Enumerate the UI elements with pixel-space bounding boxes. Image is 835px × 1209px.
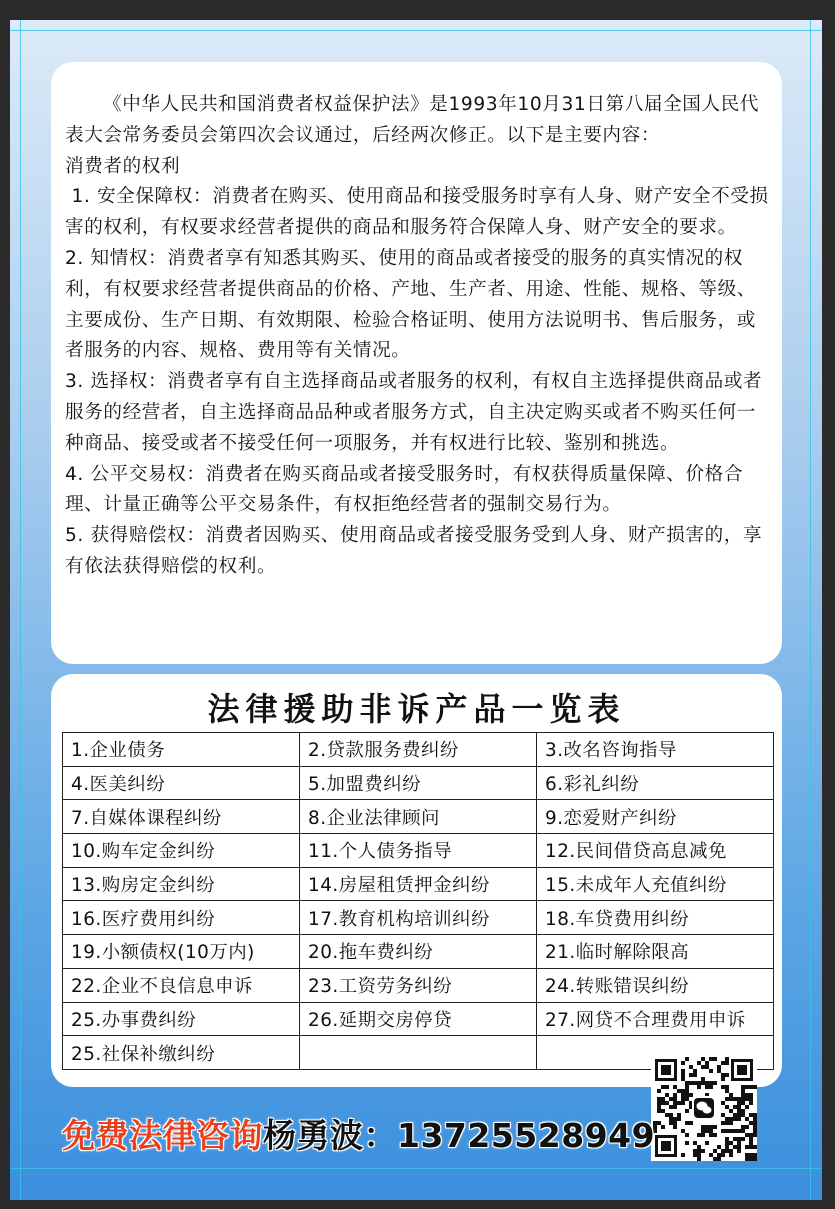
table-cell: 22.企业不良信息申诉 bbox=[63, 968, 300, 1002]
table-cell: 10.购车定金纠纷 bbox=[63, 834, 300, 868]
table-cell: 2.贷款服务费纠纷 bbox=[300, 733, 537, 767]
qr-code-image bbox=[651, 1055, 757, 1161]
table-cell: 4.医美纠纷 bbox=[63, 766, 300, 800]
free-consult-label: 免费法律咨询 bbox=[62, 1116, 263, 1155]
qr-code[interactable] bbox=[651, 1055, 757, 1161]
law-intro: 《中华人民共和国消费者权益保护法》是1993年10月31日第八届全国人民代表大会常务委员会第四次会议通过，后经两次修正。以下是主要内容： bbox=[65, 94, 760, 146]
table-cell: 13.购房定金纠纷 bbox=[63, 867, 300, 901]
table-cell: 23.工资劳务纠纷 bbox=[300, 968, 537, 1002]
table-row bbox=[63, 834, 774, 868]
table-row bbox=[63, 935, 774, 969]
table-row bbox=[63, 968, 774, 1002]
table-cell: 9.恋爱财产纠纷 bbox=[537, 800, 774, 834]
table-cell: 26.延期交房停贷 bbox=[300, 1002, 537, 1036]
right-item: 5. 获得赔偿权：消费者因购买、使用商品或者接受服务受到人身、财产损害的，享有依法获得赔偿的权利。 bbox=[65, 525, 763, 577]
table-cell: 12.民间借贷高息减免 bbox=[537, 834, 774, 868]
guide-line bbox=[20, 20, 21, 1200]
guide-line bbox=[810, 20, 811, 1200]
table-cell: 25.办事费纠纷 bbox=[63, 1002, 300, 1036]
contact-phone[interactable]: 13725528949 bbox=[397, 1116, 656, 1155]
table-cell: 1.企业债务 bbox=[63, 733, 300, 767]
table-cell: 19.小额债权(10万内) bbox=[63, 935, 300, 969]
consumer-rights-card bbox=[51, 62, 782, 664]
table-cell: 15.未成年人充值纠纷 bbox=[537, 867, 774, 901]
contact-footer bbox=[62, 1110, 655, 1154]
table-cell: 17.教育机构培训纠纷 bbox=[300, 901, 537, 935]
table-cell: 14.房屋租赁押金纠纷 bbox=[300, 867, 537, 901]
table-row bbox=[63, 901, 774, 935]
table-cell: 20.拖车费纠纷 bbox=[300, 935, 537, 969]
guide-line bbox=[10, 30, 822, 31]
product-list-title: 法律援助非诉产品一览表 bbox=[207, 690, 626, 728]
table-row bbox=[63, 1002, 774, 1036]
right-item: 2. 知情权：消费者享有知悉其购买、使用的商品或者接受的服务的真实情况的权利，有权要求经营者提供商品的价格、产地、生产者、用途、性能、规格、等级、主要成份、生产日期、有效期限、检验合格证明、使用方法说明书、售后服务，或者服务的内容、规格、费用等有关情况。 bbox=[65, 247, 756, 362]
table-cell: 24.转账错误纠纷 bbox=[537, 968, 774, 1002]
table-cell: 7.自媒体课程纠纷 bbox=[63, 800, 300, 834]
right-item: 1. 安全保障权：消费者在购买、使用商品和接受服务时享有人身、财产安全不受损害的权利，有权要求经营者提供的商品和服务符合保障人身、财产安全的要求。 bbox=[65, 186, 769, 239]
table-row bbox=[63, 800, 774, 834]
table-cell: 25.社保补缴纠纷 bbox=[63, 1036, 300, 1070]
table-cell: 5.加盟费纠纷 bbox=[300, 766, 537, 800]
table-cell: 21.临时解除限高 bbox=[537, 935, 774, 969]
consumer-rights-text bbox=[65, 90, 773, 583]
right-item: 3. 选择权：消费者享有自主选择商品或者服务的权利，有权自主选择提供商品或者服务的经营者，自主选择商品品种或者服务方式，自主决定购买或者不购买任何一种商品、接受或者不接受任何一项服务，并有权进行比较、鉴别和挑选。 bbox=[65, 371, 763, 454]
guide-line bbox=[10, 1168, 822, 1169]
table-row bbox=[63, 766, 774, 800]
table-cell: 18.车贷费用纠纷 bbox=[537, 901, 774, 935]
product-table bbox=[62, 732, 774, 1070]
table-cell: 3.改名咨询指导 bbox=[537, 733, 774, 767]
table-cell: 16.医疗费用纠纷 bbox=[63, 901, 300, 935]
right-item: 4. 公平交易权：消费者在购买商品或者接受服务时，有权获得质量保障、价格合理、计量正确等公平交易条件，有权拒绝经营者的强制交易行为。 bbox=[65, 463, 744, 516]
poster-canvas bbox=[10, 20, 822, 1200]
table-cell bbox=[300, 1036, 537, 1070]
table-cell: 8.企业法律顾问 bbox=[300, 800, 537, 834]
product-list-card bbox=[51, 674, 782, 1087]
contact-name: 杨勇波： bbox=[263, 1116, 397, 1155]
table-cell: 11.个人债务指导 bbox=[300, 834, 537, 868]
table-cell: 6.彩礼纠纷 bbox=[537, 766, 774, 800]
table-row bbox=[63, 867, 774, 901]
rights-heading: 消费者的权利 bbox=[65, 155, 181, 177]
table-cell: 27.网贷不合理费用申诉 bbox=[537, 1002, 774, 1036]
table-row bbox=[63, 733, 774, 767]
